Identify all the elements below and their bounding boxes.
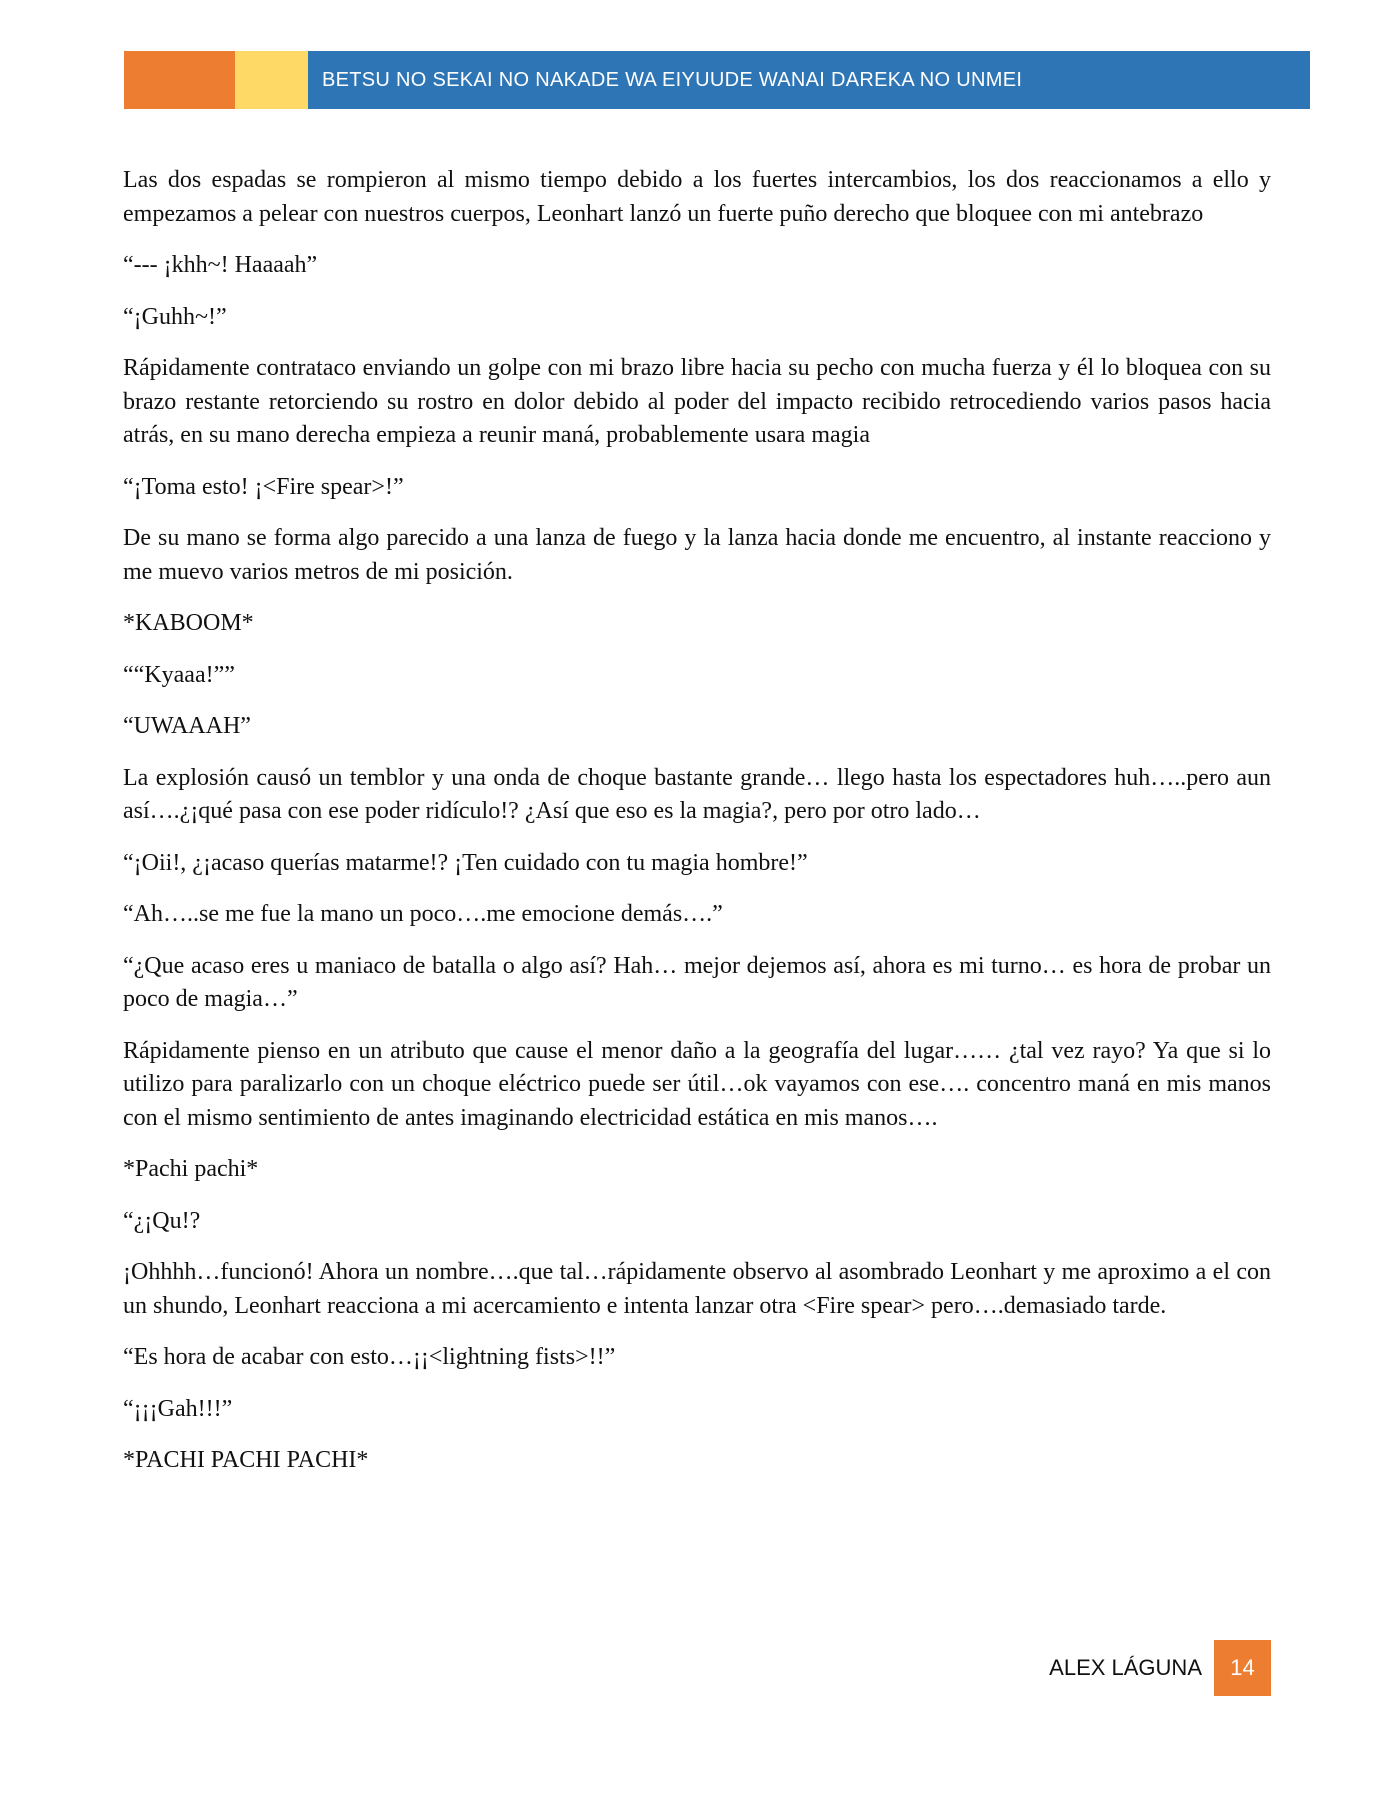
header-title-bar <box>308 51 1310 109</box>
paragraph: La explosión causó un temblor y una onda de choque bastante grande… llego hasta los espectadores huh…..pero aun así….¿¡qué pasa con ese poder ridículo!? ¿Así que eso es la magia?, pero por otro lado… <box>123 764 1271 824</box>
header-orange-block <box>124 51 235 109</box>
paragraph: “--- ¡khh~! Haaaah” <box>123 252 318 278</box>
header-title: BETSU NO SEKAI NO NAKADE WA EIYUUDE WANAI DAREKA NO UNMEI <box>322 68 1023 91</box>
paragraph: “¡¡¡Gah!!!” <box>123 1395 233 1422</box>
paragraph: “Es hora de acabar con esto…¡¡<lightning fists>!!” <box>123 1344 616 1370</box>
paragraph: *Pachi pachi* <box>123 1156 259 1182</box>
page-number-box <box>1214 1640 1271 1696</box>
paragraph: De su mano se forma algo parecido a una lanza de fuego y la lanza hacia donde me encuentro, al instante reacciono y me muevo varios metros de mi posición. <box>123 525 1271 585</box>
page-number: 14 <box>1230 1655 1255 1680</box>
author-name: ALEX LÁGUNA <box>1049 1655 1202 1680</box>
paragraph: “Ah…..se me fue la mano un poco….me emocione demás….” <box>123 901 723 927</box>
page-header <box>124 51 1310 109</box>
paragraph: “¿Que acaso eres u maniaco de batalla o algo así? Hah… mejor dejemos así, ahora es mi turno… es hora de probar un poco de magia…” <box>123 952 1271 1012</box>
paragraph: *PACHI PACHI PACHI* <box>123 1447 369 1473</box>
paragraph: “UWAAAH” <box>123 713 251 739</box>
paragraph: Las dos espadas se rompieron al mismo tiempo debido a los fuertes intercambios, los dos reaccionamos a ello y empezamos a pelear con nuestros cuerpos, Leonhart lanzó un fuerte puño derecho que bloquee con mi antebrazo <box>123 167 1271 227</box>
paragraph: *KABOOM* <box>123 610 254 636</box>
paragraph: “¡Guhh~!” <box>123 303 227 330</box>
paragraph: Rápidamente contrataco enviando un golpe con mi brazo libre hacia su pecho con mucha fuerza y él lo bloquea con su brazo restante retorciendo su rostro en dolor debido al poder del impacto recibido retrocediendo varios pasos hacia atrás, en su mano derecha empieza a reunir maná, probablemente usara magia <box>123 355 1271 448</box>
paragraph: “¡Oii!, ¿¡acaso querías matarme!? ¡Ten cuidado con tu magia hombre!” <box>123 849 808 876</box>
paragraph: ““Kyaaa!”” <box>123 661 235 688</box>
page-footer <box>1000 1640 1271 1696</box>
paragraph: Rápidamente pienso en un atributo que cause el menor daño a la geografía del lugar…… ¿tal vez rayo? Ya que si lo utilizo para paralizarlo con un choque eléctrico puede ser útil…ok vayamos con ese…. concentro maná en mis manos con el mismo sentimiento de antes imaginando electricidad estática en mis manos…. <box>123 1037 1271 1131</box>
paragraph: “¡Toma esto! ¡<Fire spear>!” <box>123 473 404 500</box>
paragraph: “¿¡Qu!? <box>123 1207 201 1234</box>
paragraph: ¡Ohhhh…funcionó! Ahora un nombre….que tal…rápidamente observo al asombrado Leonhart y me aproximo a el con un shundo, Leonhart reacciona a mi acercamiento e intenta lanzar otra <Fire spear> pero….demasiado tarde. <box>123 1259 1271 1319</box>
header-yellow-block <box>235 51 308 109</box>
page-body <box>123 164 1271 1496</box>
